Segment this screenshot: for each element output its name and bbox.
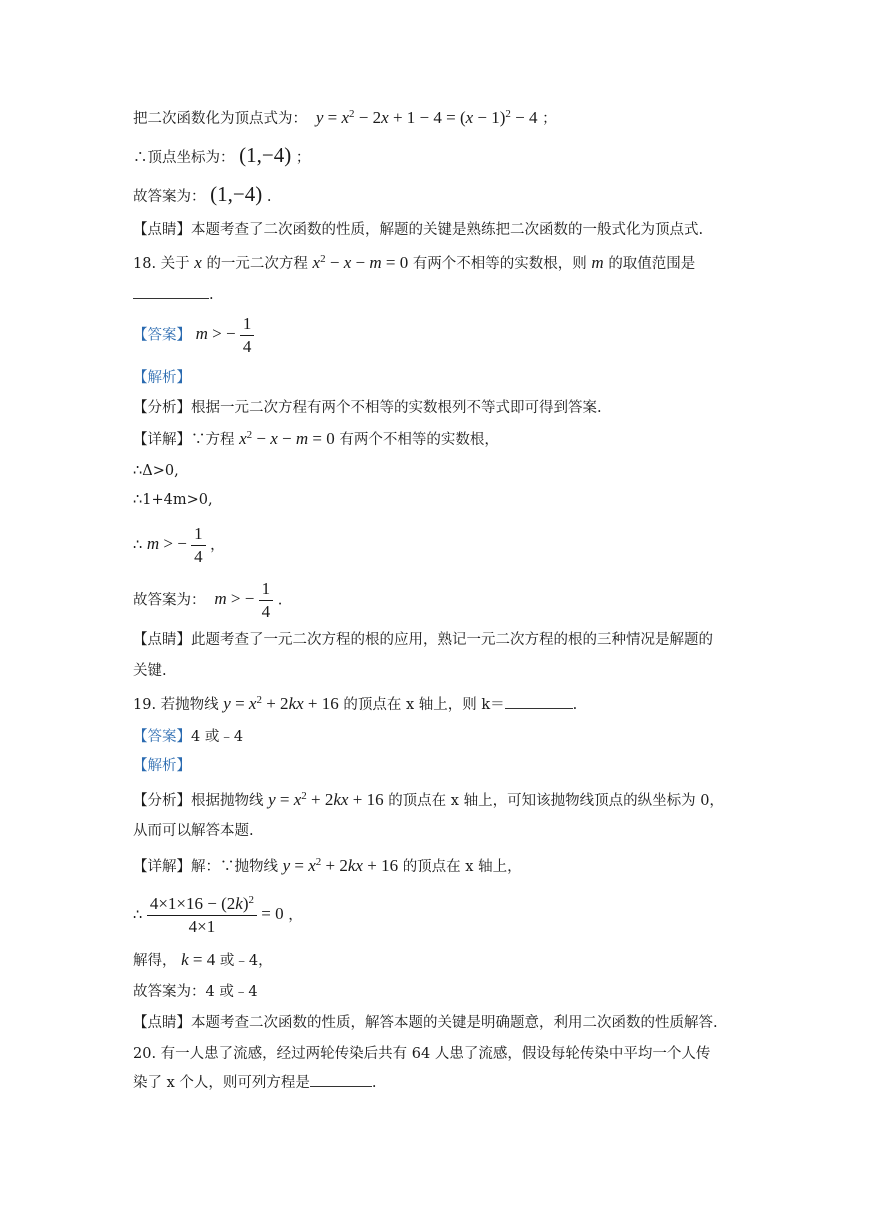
text: 【分析】根据一元二次方程有两个不相等的实数根列不等式即可得到答案. — [133, 400, 602, 416]
text: 故答案为： — [133, 592, 206, 609]
formula-equation: $x^2 - x - m = 0$ — [239, 428, 335, 448]
formula-parabola: $y = x^2 + 2kx + 16$ — [223, 693, 339, 713]
text: 的取值范围是 — [608, 256, 696, 272]
text: ∴1+4m>0, — [133, 492, 213, 508]
step-inequality — [133, 490, 213, 510]
answer-label: 【答案】 — [133, 327, 191, 344]
comment-19 — [133, 1013, 718, 1033]
text: ∴Δ>0, — [133, 463, 179, 479]
formula-m: m > − $\frac{1}{4}$ — [210, 589, 273, 608]
text: 把二次函数化为顶点式为： — [133, 111, 307, 127]
line-vertex-coord — [133, 145, 310, 168]
text: . — [209, 287, 214, 303]
text: ∴ — [133, 537, 143, 554]
text: ∴顶点坐标为： — [133, 150, 235, 166]
answer-blank — [133, 284, 209, 299]
text: 4 或﹣4 — [191, 729, 244, 745]
text: 故答案为：4 或﹣4 — [133, 984, 258, 1000]
line-vertex-form — [133, 108, 557, 129]
line-answer-17 — [133, 184, 271, 207]
text: 从而可以解答本题. — [133, 823, 254, 839]
analysis-label-18 — [133, 368, 191, 388]
fenxi-19 — [133, 790, 724, 811]
text: 【详解】解：∵抛物线 — [133, 859, 278, 875]
question-19 — [133, 694, 577, 715]
text: 故答案为： — [133, 189, 206, 205]
answer-blank — [310, 1072, 372, 1087]
text: 【点睛】此题考查了一元二次方程的根的应用，熟记一元二次方程的根的三种情况是解题的 — [133, 632, 713, 648]
formula-coord: (1,−4) — [210, 182, 263, 206]
text: ， — [210, 537, 225, 554]
answer-blank — [505, 694, 573, 709]
final-answer-19 — [133, 982, 258, 1002]
text: 的顶点在 x 轴上，可知该抛物线顶点的纵坐标为 0， — [388, 793, 724, 809]
text: . — [572, 697, 578, 713]
text: ； — [295, 150, 311, 166]
question-20 — [133, 1044, 710, 1064]
formula-m: m > − $\frac{1}{4}$ — [147, 534, 206, 553]
text: ， — [288, 907, 303, 924]
formula-vertex-form: $y = x^2 - 2x + 1 - 4 = (x - 1)^2 - 4$ — [315, 107, 538, 127]
text: 关键. — [133, 663, 167, 679]
step-m — [133, 523, 225, 568]
line-comment-17 — [133, 220, 703, 240]
formula-equation: $x^2 - x - m = 0$ — [312, 252, 409, 272]
formula-answer-18: m > − $\frac{1}{4}$ — [196, 324, 255, 343]
text: 有两个不相等的实数根， — [339, 432, 499, 448]
text: 的顶点在 x 轴上， — [402, 859, 522, 875]
formula-fraction: $\frac{4\times 1\times 16 - (2k)^2}{4\times 1}$ = 0 — [147, 904, 284, 923]
text: ； — [542, 111, 557, 127]
text: . — [277, 592, 283, 609]
question-18-blank — [133, 284, 214, 305]
formula-k: k = 4 — [181, 950, 216, 969]
text: . — [266, 189, 272, 205]
text: 的顶点在 x 轴上，则 k＝ — [343, 697, 505, 713]
fenxi-18 — [133, 398, 602, 418]
answer-label: 【答案】 — [133, 729, 191, 745]
fenxi-19-cont — [133, 821, 254, 841]
comment-18-cont — [133, 661, 167, 681]
xiangjie-18 — [133, 429, 499, 450]
text: . — [371, 1075, 377, 1091]
step-solve — [133, 950, 273, 971]
text: 【详解】∵方程 — [133, 432, 235, 448]
formula-parabola: $y = x^2 + 2kx + 16$ — [268, 789, 384, 809]
formula-parabola: $y = x^2 + 2kx + 16$ — [282, 855, 399, 875]
text: 解得， — [133, 953, 177, 969]
text: 有两个不相等的实数根，则 — [412, 256, 587, 272]
analysis-label: 【解析】 — [133, 758, 191, 774]
text: 【分析】根据抛物线 — [133, 793, 264, 809]
step-delta — [133, 461, 179, 481]
question-18 — [133, 253, 695, 274]
text: 染了 x 个人，则可列方程是 — [133, 1075, 310, 1091]
text: 【点睛】本题考查二次函数的性质，解答本题的关键是明确题意，利用二次函数的性质解答. — [133, 1015, 718, 1031]
var-m: m — [591, 253, 604, 272]
answer-19 — [133, 727, 243, 747]
final-answer-18 — [133, 578, 282, 623]
question-20-cont — [133, 1072, 377, 1093]
formula-coord: (1,−4) — [239, 143, 292, 167]
text: 20. 有一人患了流感，经过两轮传染后共有 64 人患了流感，假设每轮传染中平均一个人传 — [133, 1046, 711, 1062]
analysis-label-19 — [133, 756, 191, 776]
var-x: x — [194, 253, 202, 272]
step-fraction — [133, 893, 303, 938]
text: 19. 若抛物线 — [133, 697, 219, 713]
xiangjie-19 — [133, 856, 522, 877]
answer-18 — [133, 313, 254, 358]
text: 【点睛】本题考查了二次函数的性质，解题的关键是熟练把二次函数的一般式化为顶点式. — [133, 222, 704, 238]
comment-18 — [133, 630, 713, 650]
text: ∴ — [133, 907, 143, 924]
text: 的一元二次方程 — [206, 256, 308, 272]
text: 或﹣4， — [219, 953, 273, 969]
analysis-label: 【解析】 — [133, 370, 191, 386]
text: 18. 关于 — [133, 256, 190, 272]
